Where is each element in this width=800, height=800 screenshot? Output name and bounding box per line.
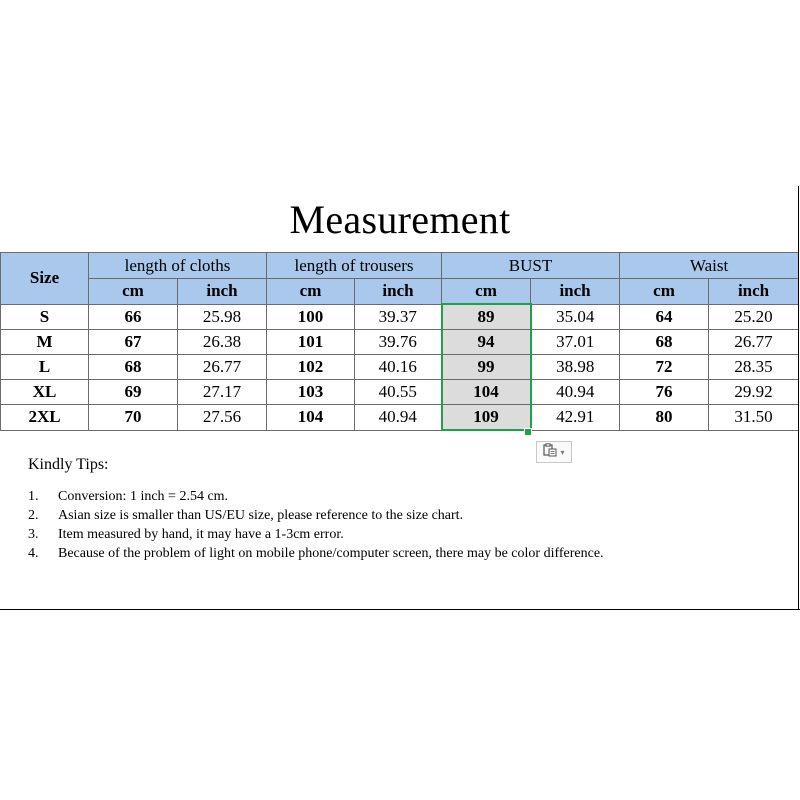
bust-cm-cell[interactable]: 94	[442, 330, 531, 355]
tip-text: Item measured by hand, it may have a 1-3cm error.	[58, 527, 344, 542]
size-column-header[interactable]: Size	[1, 253, 89, 305]
cloths-inch-cell[interactable]: 26.38	[178, 330, 267, 355]
waist-cm-cell[interactable]: 72	[620, 355, 709, 380]
cloths-cm-cell[interactable]: 66	[89, 304, 178, 330]
tip-text: Conversion: 1 inch = 2.54 cm.	[58, 489, 229, 504]
chevron-down-icon: ▾	[560, 447, 565, 457]
size-cell[interactable]: 2XL	[1, 405, 89, 431]
list-item	[28, 506, 728, 525]
size-cell[interactable]: L	[1, 355, 89, 380]
unit-header[interactable]: cm	[267, 279, 355, 305]
bust-cm-cell[interactable]: 89	[442, 304, 531, 330]
bust-inch-cell[interactable]: 42.91	[531, 405, 620, 431]
page-border-bottom	[0, 609, 800, 610]
cloths-cm-cell[interactable]: 70	[89, 405, 178, 431]
tip-number: 3.	[28, 527, 39, 542]
table-row	[1, 405, 799, 431]
size-cell[interactable]: M	[1, 330, 89, 355]
trousers-inch-cell[interactable]: 40.94	[355, 405, 442, 431]
selection-fill-handle[interactable]	[524, 428, 532, 436]
list-item	[28, 525, 728, 544]
bust-inch-cell[interactable]: 40.94	[531, 380, 620, 405]
trousers-inch-cell[interactable]: 40.16	[355, 355, 442, 380]
size-chart-table	[0, 252, 799, 431]
size-cell[interactable]: S	[1, 304, 89, 330]
trousers-cm-cell[interactable]: 104	[267, 405, 355, 431]
waist-cm-cell[interactable]: 76	[620, 380, 709, 405]
table-row	[1, 380, 799, 405]
size-cell[interactable]: XL	[1, 380, 89, 405]
unit-header[interactable]: inch	[709, 279, 799, 305]
group-header-bust[interactable]: BUST	[442, 253, 620, 279]
cloths-cm-cell[interactable]: 68	[89, 355, 178, 380]
tip-number: 4.	[28, 546, 39, 561]
trousers-cm-cell[interactable]: 102	[267, 355, 355, 380]
table-row	[1, 330, 799, 355]
waist-cm-cell[interactable]: 68	[620, 330, 709, 355]
unit-header[interactable]: inch	[531, 279, 620, 305]
tip-text: Because of the problem of light on mobile phone/computer screen, there may be color difference.	[58, 546, 604, 561]
unit-header[interactable]: cm	[442, 279, 531, 305]
waist-inch-cell[interactable]: 28.35	[709, 355, 799, 380]
bust-inch-cell[interactable]: 35.04	[531, 304, 620, 330]
table-header-row	[1, 253, 799, 279]
waist-inch-cell[interactable]: 26.77	[709, 330, 799, 355]
bust-cm-cell[interactable]: 99	[442, 355, 531, 380]
table-row	[1, 304, 799, 330]
tip-text: Asian size is smaller than US/EU size, please reference to the size chart.	[58, 508, 464, 523]
unit-header-row	[1, 279, 799, 305]
table-row	[1, 355, 799, 380]
unit-header[interactable]: inch	[355, 279, 442, 305]
tip-number: 1.	[28, 489, 39, 504]
trousers-cm-cell[interactable]: 103	[267, 380, 355, 405]
waist-cm-cell[interactable]: 80	[620, 405, 709, 431]
trousers-inch-cell[interactable]: 39.76	[355, 330, 442, 355]
cloths-inch-cell[interactable]: 27.17	[178, 380, 267, 405]
cloths-inch-cell[interactable]: 26.77	[178, 355, 267, 380]
bust-cm-cell[interactable]: 109	[442, 405, 531, 431]
cloths-inch-cell[interactable]: 25.98	[178, 304, 267, 330]
unit-header[interactable]: cm	[620, 279, 709, 305]
tips-list	[28, 487, 728, 563]
waist-inch-cell[interactable]: 29.92	[709, 380, 799, 405]
waist-inch-cell[interactable]: 31.50	[709, 405, 799, 431]
group-header-waist[interactable]: Waist	[620, 253, 799, 279]
bust-cm-cell[interactable]: 104	[442, 380, 531, 405]
trousers-inch-cell[interactable]: 39.37	[355, 304, 442, 330]
page-border-right	[798, 186, 799, 610]
unit-header[interactable]: cm	[89, 279, 178, 305]
unit-header[interactable]: inch	[178, 279, 267, 305]
tip-number: 2.	[28, 508, 39, 523]
bust-inch-cell[interactable]: 37.01	[531, 330, 620, 355]
cloths-cm-cell[interactable]: 67	[89, 330, 178, 355]
waist-cm-cell[interactable]: 64	[620, 304, 709, 330]
tips-heading: Kindly Tips:	[28, 456, 109, 473]
list-item	[28, 544, 728, 563]
trousers-cm-cell[interactable]: 101	[267, 330, 355, 355]
tips-section	[28, 455, 728, 563]
group-header-cloths[interactable]: length of cloths	[89, 253, 267, 279]
trousers-inch-cell[interactable]: 40.55	[355, 380, 442, 405]
cloths-inch-cell[interactable]: 27.56	[178, 405, 267, 431]
page-title: Measurement	[289, 197, 511, 242]
bust-inch-cell[interactable]: 38.98	[531, 355, 620, 380]
waist-inch-cell[interactable]: 25.20	[709, 304, 799, 330]
group-header-trousers[interactable]: length of trousers	[267, 253, 442, 279]
list-item	[28, 487, 728, 506]
cloths-cm-cell[interactable]: 69	[89, 380, 178, 405]
trousers-cm-cell[interactable]: 100	[267, 304, 355, 330]
